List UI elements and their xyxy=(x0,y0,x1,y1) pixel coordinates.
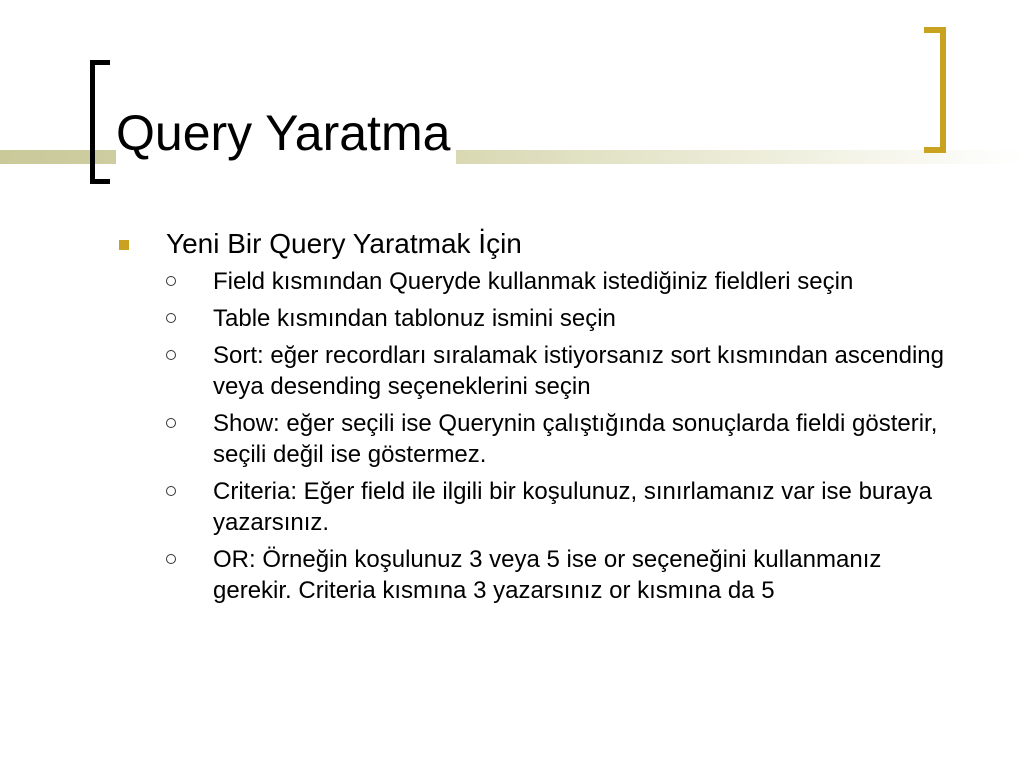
square-bullet-icon xyxy=(119,240,129,250)
sub-bullet-text: Table kısmından tablonuz ismini seçin xyxy=(213,305,616,332)
slide-title: Query Yaratma xyxy=(116,98,456,168)
circle-bullet-icon xyxy=(166,313,176,323)
sub-bullet-item xyxy=(166,303,966,334)
sub-bullet-item xyxy=(166,544,966,606)
circle-bullet-icon xyxy=(166,486,176,496)
circle-bullet-icon xyxy=(166,276,176,286)
circle-bullet-icon xyxy=(166,350,176,360)
sub-bullet-text: Field kısmından Queryde kullanmak istediğiniz fieldleri seçin xyxy=(213,268,854,295)
sub-bullet-item xyxy=(166,408,966,470)
circle-bullet-icon xyxy=(166,554,176,564)
sub-bullet-item xyxy=(166,266,966,297)
sub-bullet-item xyxy=(166,476,966,538)
left-bracket-decoration xyxy=(90,60,110,184)
slide-content xyxy=(116,226,966,612)
circle-bullet-icon xyxy=(166,418,176,428)
sub-bullet-text: Sort: eğer recordları sıralamak istiyorsanız sort kısmından ascending veya desending seçeneklerini seçin xyxy=(213,342,944,400)
bullet-text: Yeni Bir Query Yaratmak İçin xyxy=(166,228,522,259)
sub-bullet-text: Show: eğer seçili ise Querynin çalıştığında sonuçlarda fieldi gösterir, seçili değil ise göstermez. xyxy=(213,410,938,468)
bullet-item xyxy=(116,226,966,262)
right-bracket-decoration xyxy=(924,27,946,153)
sub-bullet-text: OR: Örneğin koşulunuz 3 veya 5 ise or seçeneğini kullanmanız gerekir. Criteria kısmına 3 yazarsınız or kısmına da 5 xyxy=(213,546,882,604)
sub-bullet-item xyxy=(166,340,966,402)
sub-bullet-list xyxy=(116,266,966,606)
sub-bullet-text: Criteria: Eğer field ile ilgili bir koşulunuz, sınırlamanız var ise buraya yazarsınız. xyxy=(213,478,932,536)
